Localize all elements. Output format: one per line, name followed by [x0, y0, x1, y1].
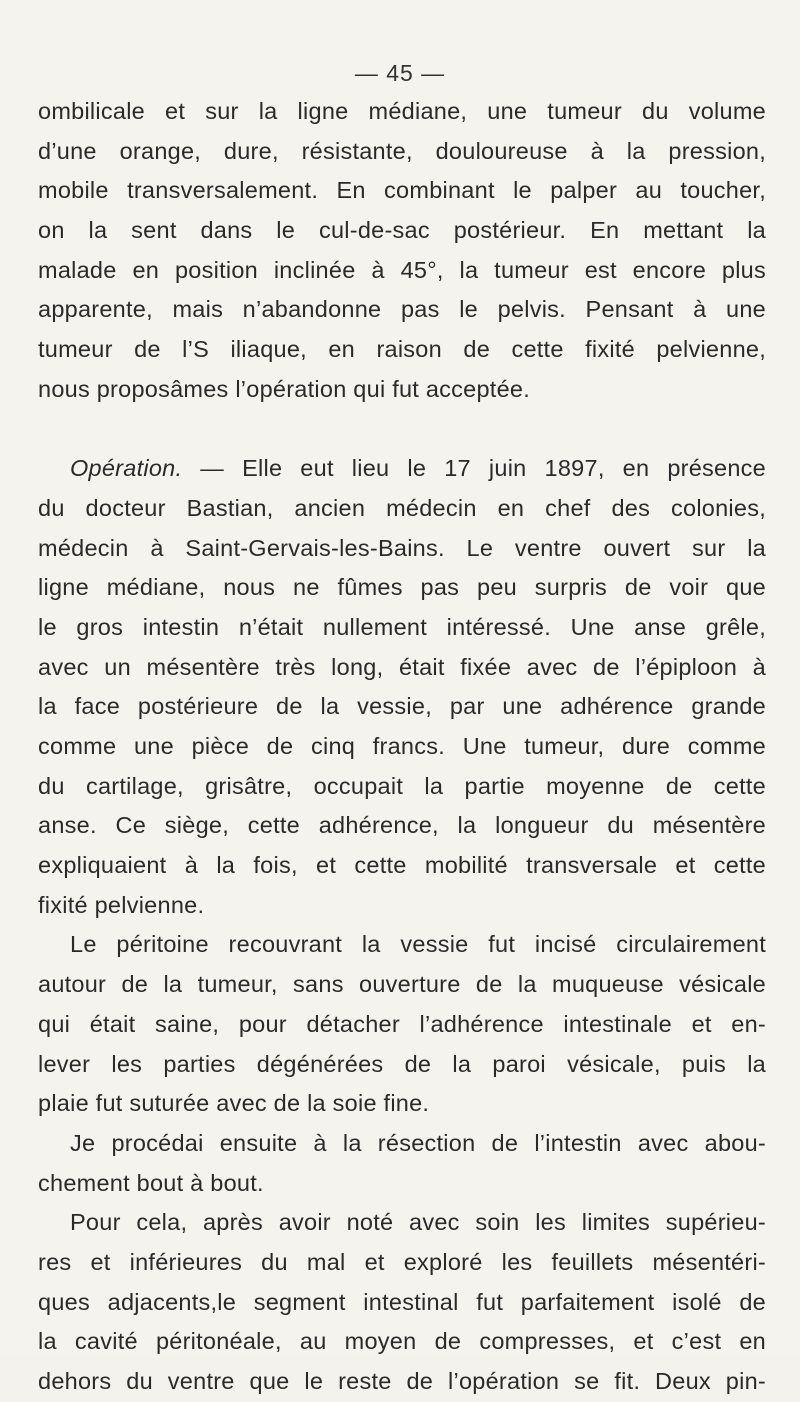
text-line: avec un mésentère très long, était fixée avec de l’épiploon à — [38, 653, 766, 680]
text-line: anse. Ce siège, cette adhérence, la longueur du mésentère — [38, 812, 766, 839]
text-line: d’une orange, dure, résistante, douloureuse à la pression, — [38, 137, 766, 164]
text-line: médecin à Saint-Gervais-les-Bains. Le ventre ouvert sur la — [38, 534, 766, 561]
text-line: chement bout à bout. — [38, 1169, 264, 1196]
section-heading: Opération. — [70, 455, 183, 482]
text-line: la face postérieure de la vessie, par une adhérence grande — [38, 693, 766, 720]
text-line: du docteur Bastian, ancien médecin en chef des colonies, — [38, 494, 766, 521]
text-line: malade en position inclinée à 45°, la tumeur est encore plus — [38, 256, 766, 283]
blank-line — [38, 410, 766, 450]
page-number: — 45 — — [354, 60, 446, 86]
text-line: apparente, mais n’abandonne pas le pelvis. Pensant à une — [38, 296, 766, 323]
text-line: Pour cela, après avoir noté avec soin les limites supérieu- — [70, 1209, 766, 1236]
text-line: du cartilage, grisâtre, occupait la partie moyenne de cette — [38, 772, 766, 799]
text-line: comme une pièce de cinq francs. Une tumeur, dure comme — [38, 733, 766, 759]
text-line: ligne médiane, nous ne fûmes pas peu surpris de voir que — [38, 574, 766, 601]
text-line: on la sent dans le cul-de-sac postérieur. En mettant la — [38, 217, 766, 244]
text-line: autour de la tumeur, sans ouverture de la muqueuse vésicale — [38, 971, 766, 998]
text-line: — Elle eut lieu le 17 juin 1897, en présence — [200, 455, 766, 482]
text-line: dehors du ventre que le reste de l’opération se fit. Deux pin- — [38, 1368, 766, 1394]
text-line: Je procédai ensuite à la résection de l’intestin avec abou- — [70, 1129, 766, 1156]
text-line: nous proposâmes l’opération qui fut acceptée. — [38, 375, 531, 402]
text-line: plaie fut suturée avec de la soie fine. — [38, 1090, 430, 1117]
section-first-line — [38, 449, 766, 489]
body-text — [38, 92, 766, 1402]
text-line: res et inférieures du mal et exploré les feuillets mésentéri- — [38, 1248, 766, 1275]
text-line: mobile transversalement. En combinant le palper au toucher, — [38, 177, 766, 204]
text-line: qui était saine, pour détacher l’adhérence intestinale et en- — [38, 1010, 766, 1037]
text-line: la cavité péritonéale, au moyen de compresses, et c’est en — [38, 1328, 766, 1355]
text-line: Le péritoine recouvrant la vessie fut incisé circulairement — [70, 931, 766, 958]
text-line: fixité pelvienne. — [38, 891, 205, 918]
text-line: ombilicale et sur la ligne médiane, une tumeur du volume — [38, 98, 766, 124]
text-line: lever les parties dégénérées de la paroi vésicale, puis la — [38, 1050, 766, 1077]
text-line: ques adjacents,le segment intestinal fut parfaitement isolé de — [38, 1288, 766, 1315]
text-line: expliquaient à la fois, et cette mobilité transversale et cette — [38, 852, 766, 879]
text-line: tumeur de l’S iliaque, en raison de cette fixité pelvienne, — [38, 336, 766, 363]
text-line: le gros intestin n’était nullement intéressé. Une anse grêle, — [38, 613, 766, 640]
